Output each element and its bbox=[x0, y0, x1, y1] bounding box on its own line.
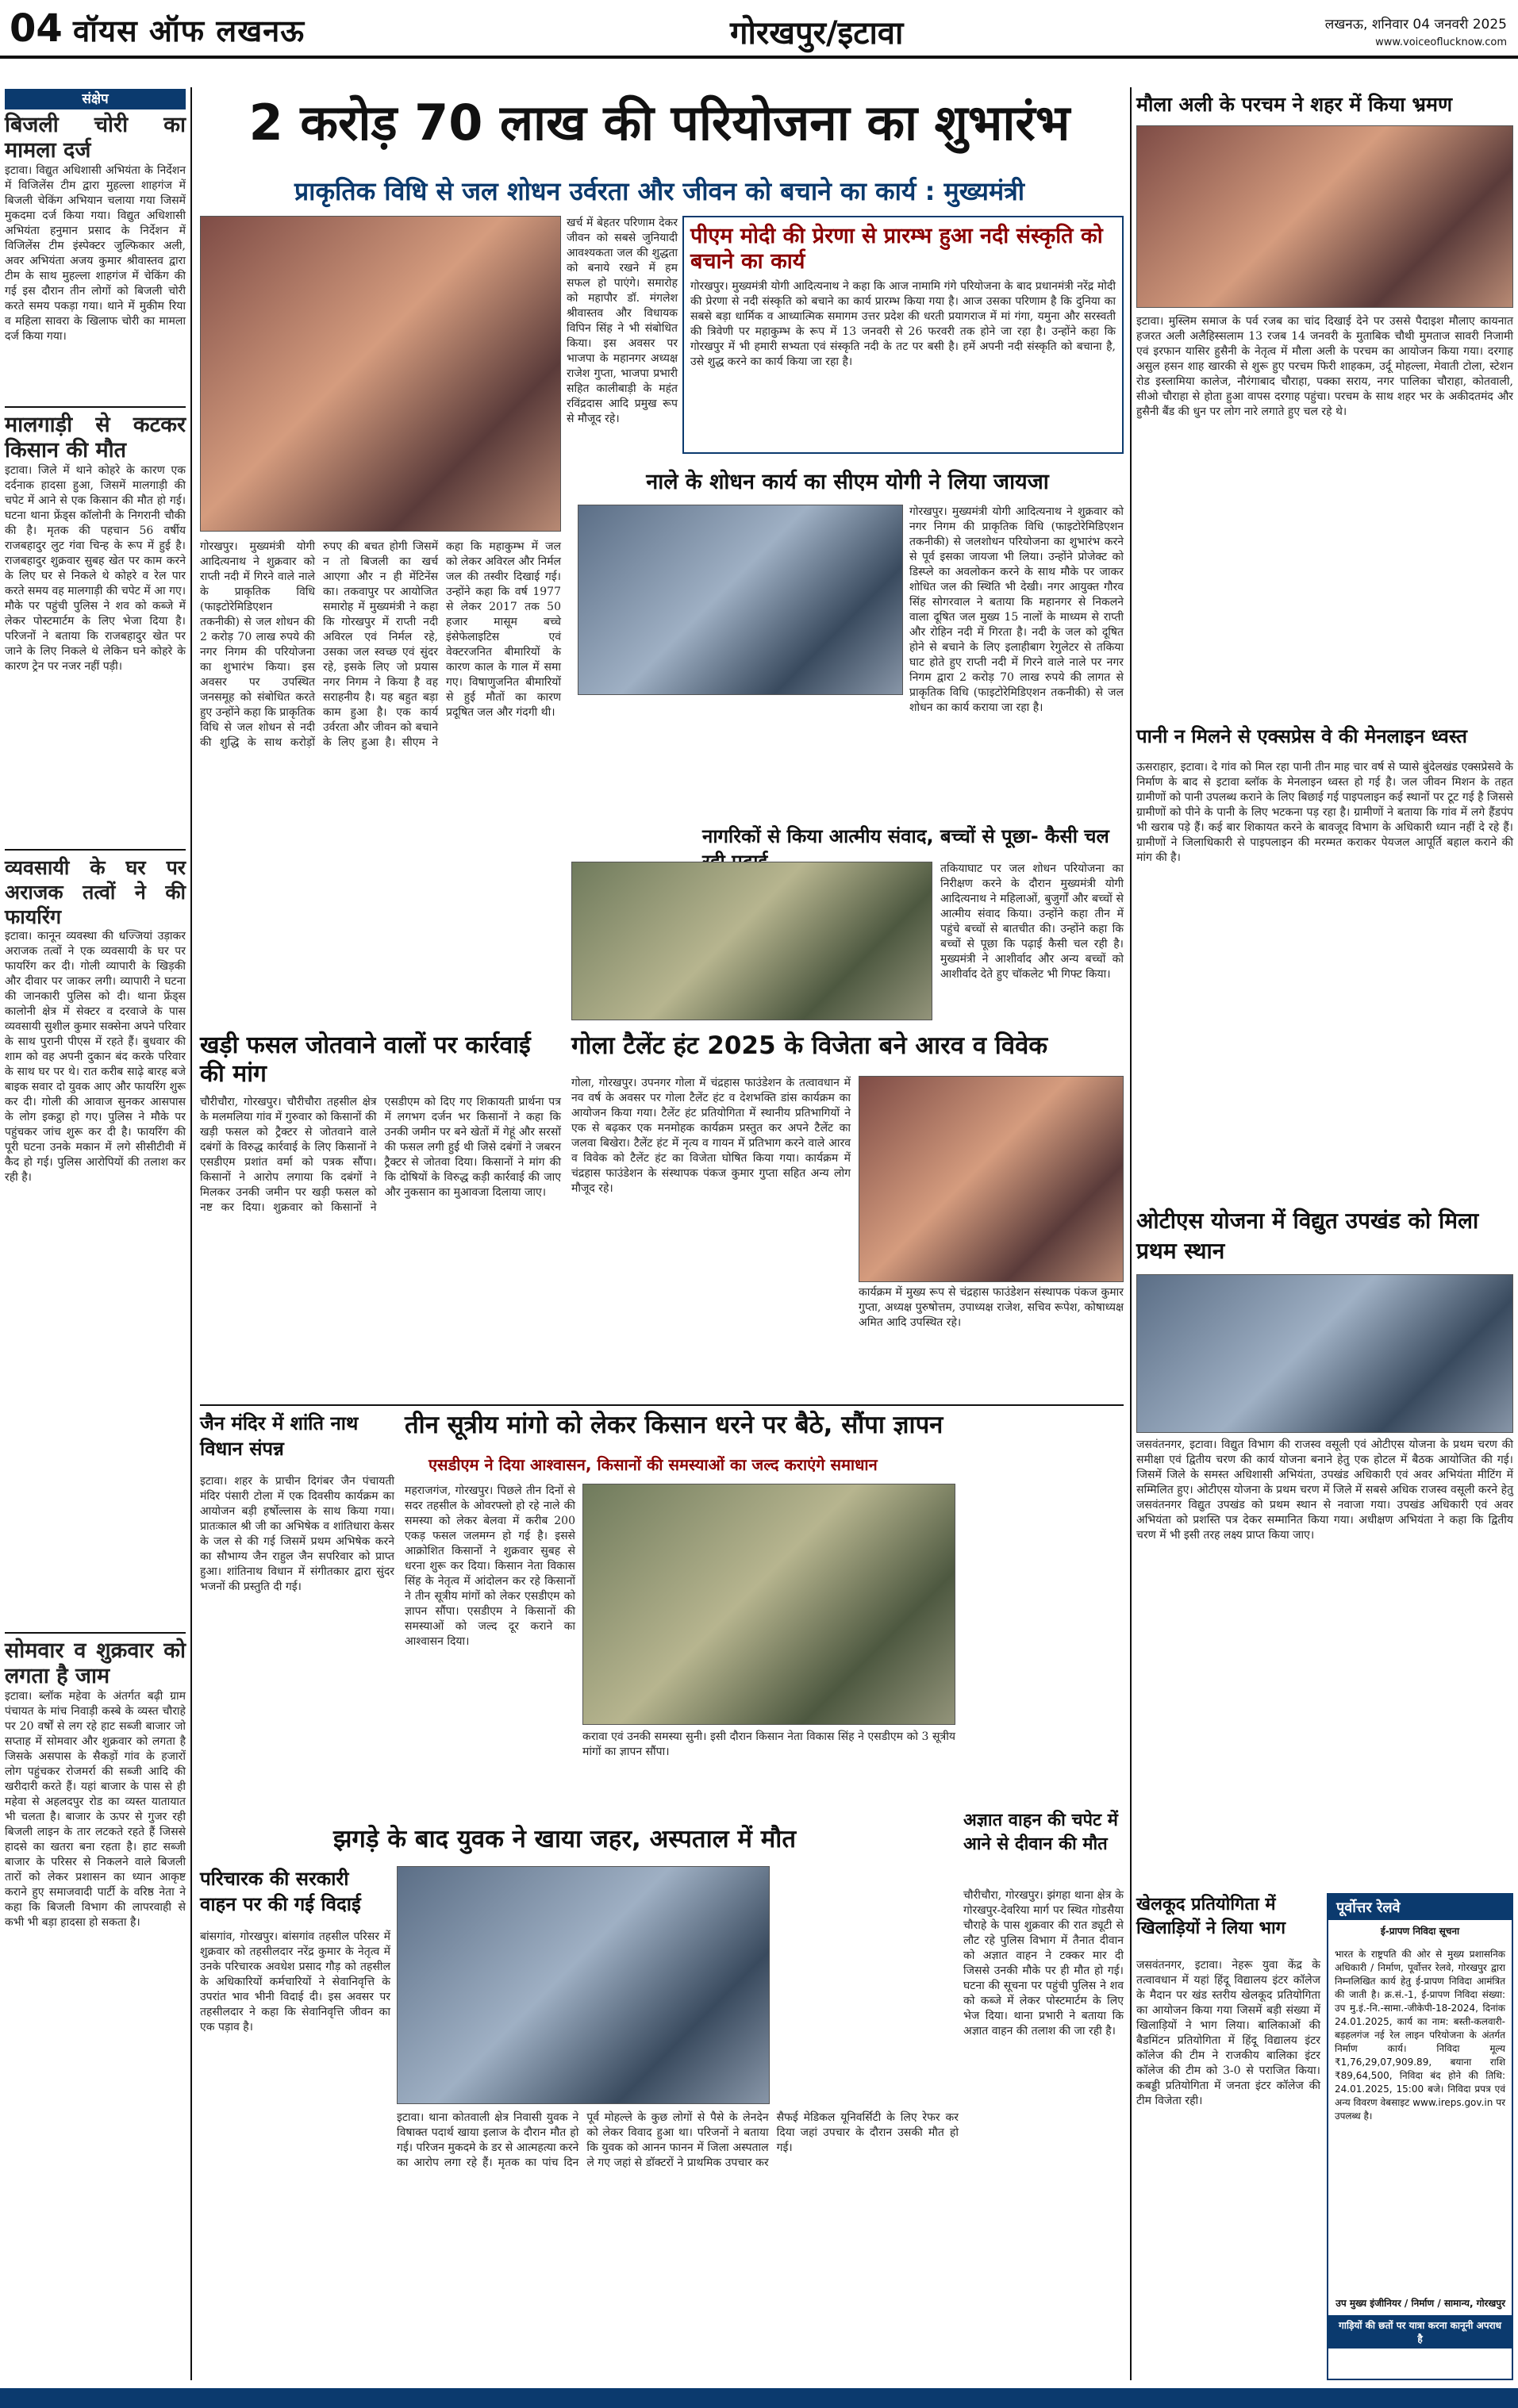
story-continued: खर्च में बेहतर परिणाम देकर जीवन को सबसे जुनियादी आवश्यकता जल की शुद्धता को बनाये रखने में हम सफल हो पाएंगे। समारोह को महापौर डॉ. मंगलेश श्रीवास्तव और विधायक विपिन सिंह ने भी संबोधित किया। इस अवसर पर भाजपा के महानगर अध्यक्ष राजेश गुप्ता, भाजपा प्रभारी सहित कालीबाड़ी के महंत रविंद्रदास आदि प्रमुख रूप से मौजूद रहे। bbox=[567, 217, 678, 425]
section-title: गोरखपुर/इटावा bbox=[730, 15, 904, 52]
modi-box bbox=[682, 216, 1124, 454]
khel-body: जसवंतनगर, इटावा। नेहरू युवा केंद्र के तत्वावधान में यहां हिंदू विद्यालय इंटर कॉलेज के मैदान पर खंड स्तरीय खेलकूद प्रतियोगिता का आयोजन किया गया जिसमें बड़ी संख्या में खिलाड़ियों ने भाग लिया। बालिकाओं की बैडमिंटन प्रतियोगिता में हिंदू विद्यालय इंटर कॉलेज की टीम ने राजकीय बालिका इंटर कॉलेज की टीम को 3-0 से पराजित किया। कबड्डी प्रतियोगिता में जनता इंटर कॉलेज की टीम विजेता रही। bbox=[1136, 1959, 1320, 2107]
left-column bbox=[5, 113, 186, 2378]
jhagde-title: झगड़े के बाद युवक ने खाया जहर, अस्पताल में मौत bbox=[333, 1825, 796, 1853]
maula-body: इटावा। मुस्लिम समाज के पर्व रजब का चांद दिखाई देने पर उससे पैदाइश मौलाए कायनात हजरत अली अलैहिस्सलाम 13 रजब 14 जनवरी के मुताबिक चौथी मुमताज सावरी निजामी एवं इरफान यासिर हुसैनी के नेतृत्व में मौला अली के परचम का आयोजन किया गया। दरगाह असुल हसन शाह खारकी से शुरू हुए परचम फिरी शाहकम, उर्दू मोहल्ला, मेवाती टोला, स्टेशन रोड इस्लामिया कालेज, नौरंगाबाद चौराहा, पक्का सराय, नगर पालिका चौराहा, कोतवाली, सीओ चौराहा से होता हुआ वापस दरगाह पहुंचा। परचम के साथ शहर भर के अकीदतमंद और हुसैनी बैंड की धुन पर लोग नारे लगाते हुए चल रहे थे। bbox=[1136, 315, 1513, 418]
newspaper-name: वॉयस ऑफ लखनऊ bbox=[73, 13, 306, 48]
maula-title: मौला अली के परचम ने शहर में किया भ्रमण bbox=[1136, 93, 1453, 116]
kisan-subtitle: एसडीएम ने दिया आश्वासन, किसानों की समस्याओं का जल्द कराएंगे समाधान bbox=[428, 1455, 878, 1474]
divider bbox=[5, 406, 186, 408]
ots-title: ओटीएस योजना में विद्युत उपखंड को मिला प्रथम स्थान bbox=[1136, 1208, 1479, 1264]
jain-title: जैन मंदिर में शांति नाथ विधान संपन्न bbox=[200, 1412, 359, 1460]
ad-body: भारत के राष्ट्रपति की ओर से मुख्य प्रशासनिक अधिकारी / निर्माण, पूर्वोत्तर रेलवे, गोरखपुर द्वारा निम्नलिखित कार्य हेतु ई-प्रापण निविदा आमंत्रित की जाती है। क्र.सं.-1, ई-प्रापण निविदा संख्या: उप मु.इं.-नि.-सामा.-जीकेपी-18-2024, दिनांक 24.01.2025, कार्य का नाम: बस्ती-कलवारी-बड़हलगंज नई रेल लाइन परियोजना के अंतर्गत निर्माण कार्य। निविदा मूल्य ₹1,76,29,07,909.89, बयाना राशि ₹89,64,500, निविदा बंद होने की तिथि: 24.01.2025, 15:00 बजे। निविदा प्रपत्र एवं अन्य विवरण वेबसाइट www.ireps.gov.in पर उपलब्ध है। bbox=[1335, 1949, 1505, 2122]
gola-title: गोला टैलेंट हंट 2025 के विजेता बने आरव व विवेक bbox=[571, 1031, 1048, 1060]
maula-photo bbox=[1136, 125, 1513, 308]
modi-box-body: गोरखपुर। मुख्यमंत्री योगी आदित्यनाथ ने कहा कि आज नामामि गंगे परियोजना के बाद प्रधानमंत्री नरेंद्र मोदी की प्रेरणा से नदी संस्कृति को बचाने का कार्य प्रारम्भ किया गया है। आज उसका परिणाम है कि दुनिया का सबसे बड़ा धार्मिक व आध्यात्मिक समागम उत्तर प्रदेश की धरती प्रयागराज में मां गंगा, यमुना और सरस्वती की त्रिवेणी पर महाकुम्भ के रूप में 13 जनवरी से 26 फरवरी तक होने जा रहा है। उन्होंने कहा कि गोरखपुर में भी हमारी सभ्यता एवं संस्कृति नदी के तट पर बसी है। हमें अपनी नदी संस्कृति को बचाना है, उसे शुद्ध करने का कार्य किया जा रहा है। bbox=[690, 280, 1116, 368]
jain-body: इटावा। शहर के प्राचीन दिगंबर जैन पंचायती मंदिर पंसारी टोला में एक दिवसीय कार्यक्रम का आयोजन बड़ी हर्षोल्लास के साथ किया गया। प्रातःकाल श्री जी का अभिषेक व शांतिधारा केसर के जल से की गई जिसमें प्रथम अभिषेक करने का सौभाग्य जैन राहुल जैन सपरिवार को प्राप्त हुआ। शांतिनाथ विधान में संगीतकार द्वारा सुंदर भजनों की प्रस्तुति दी गई। bbox=[200, 1475, 394, 1593]
ad-org: पूर्वोत्तर रेलवे bbox=[1328, 1895, 1512, 1920]
pani-body: ऊसराहार, इटावा। दे गांव को मिल रहा पानी तीन माह चार वर्ष से प्यासे बुंदेलखंड एक्सप्रेसवे के निर्माण के बाद से इटावा ब्लॉक के मेनलाइन ध्वस्त हो गई है। जल जीवन मिशन के तहत ग्रामीणों को पानी उपलब्ध कराने के लिए बिछाई गई पाइपलाइन कई स्थानों पर टूट गई है जिससे ग्रामीणों को पीने के पानी के लिए भटकना पड़ रहा है। ग्रामीणों ने बताया कि गांव में लगे हैंडपंप भी खराब पड़े हैं। कई बार शिकायत करने के बावजूद विभाग के अधिकारी ध्यान नहीं दे रहे हैं। ग्रामीणों ने जिलाधिकारी से पाइपलाइन की मरम्मत कराकर पेयजल आपूर्ति बहाल कराने की मांग की है। bbox=[1136, 761, 1513, 864]
jhagde-photo bbox=[397, 1866, 770, 2104]
headline-malgadi: मालगाड़ी से कटकर किसान की मौत bbox=[5, 413, 186, 463]
ad-footer: गाड़ियों की छतों पर यात्रा करना कानूनी अपराध है bbox=[1328, 2315, 1512, 2348]
main-headline: 2 करोड़ 70 लाख की परियोजना का शुभारंभ bbox=[248, 94, 1070, 152]
page-footer-bar bbox=[0, 2388, 1518, 2408]
cm-inspection-body: गोरखपुर। मुख्यमंत्री योगी आदित्यनाथ ने शुक्रवार को नगर निगम की प्राकृतिक विधि (फाइटोरेमिडिएशन तकनीकी) से जलशोधन परियोजना का शुभारंभ करने से पूर्व इसका जायजा भी लिया। उन्होंने प्रोजेक्ट को डिस्प्ले का अवलोकन करने के साथ मौके पर जाकर शोधित जल की स्थिति भी देखी। नगर आयुक्त गौरव सिंह सोगरवाल ने बताया कि महानगर से निकलने वाला दूषित जल मुख्य 15 नालों के माध्यम से राप्ती और रोहिन नदी में गिरता है। नदी के जल को दूषित होने से बचाने के लिए इलाहीबाग रेगुलेटर से तकिया घाट होते हुए राप्ती नदी में गिरने वाले नाले पर नगर निगम द्वारा 2 करोड़ 70 लाख रुपये की लागत से प्राकृतिक विधि (फाइटोरेमिडिएशन तकनीकी) से जल शोधन का कार्य कराया जा रहा है। bbox=[909, 505, 1124, 714]
body-malgadi: इटावा। जिले में थाने कोहरे के कारण एक दर्दनाक हादसा हुआ, जिसमें मालगाड़ी की चपेट में आने से एक किसान की मौत हो गई। घटना थाना फ्रेंड्स कॉलोनी के निगरानी चौकी की है। मृतक की पहचान 56 वर्षीय राजबहादुर लुट गंवा चिन्ह के रूप में हुई है। राजबहादुर शुक्रवार सुबह खेत पर काम करने के लिए घर से निकले थे कोहरे व रेल पार करते समय वह मालगाड़ी की चपेट में आ गए। मौके पर पहुंची पुलिस ने शव को कब्जे में लेकर पोस्टमार्टम के लिए भेजा दिया है। परिजनों ने बताया कि राजबहादुर खेत पर जाने के लिए निकले थे लेकिन घने कोहरे के कारण ट्रेन पर नजर नहीं पड़ी। bbox=[5, 464, 186, 673]
column-rule bbox=[190, 87, 192, 2380]
naagrik-title: नागरिकों से किया आत्मीय संवाद, बच्चों से पूछा- कैसी चल bbox=[702, 825, 1109, 847]
main-subheadline: प्राकृतिक विधि से जल शोधन उर्वरता और जीवन को बचाने का कार्य : मुख्यमंत्री bbox=[294, 176, 1025, 206]
page-number: 04 bbox=[10, 6, 63, 51]
body-firing: इटावा। कानून व्यवस्था की धज्जियां उड़ाकर अराजक तत्वों ने एक व्यवसायी के घर पर फायरिंग कर दी। गोली व्यापारी के खिड़की और दीवार पर जाकर लगी। व्यापारी ने घटना की जानकारी पुलिस को दी। थाना फ्रेंड्स कालोनी क्षेत्र में सेक्टर व दरवाजे के पास व्यवसायी सुशील कुमार सक्सेना अपने परिवार के साथ पुरानी पीएस में रहते हैं। बुधवार की शाम को वह अपनी दुकान बंद करके परिवार के साथ घर पर थे। रात करीब साढ़े बारह बजे बाइक सवार दो युवक आए और फायरिंग शुरू कर दी। गोली की आवाज सुनकर आसपास के लोग इकट्ठा हो गए। पुलिस ने मौके पर पहुंचकर जांच शुरू कर दी है। फायरिंग की पूरी घटना उनके मकान में लगे सीसीटीवी में कैद हो गई। पुलिस आरोपियों की तलाश कर रही है। bbox=[5, 930, 186, 1184]
railway-ad bbox=[1327, 1893, 1513, 2380]
children-photo bbox=[571, 862, 932, 1020]
headline-jam: सोमवार व शुक्रवार को लगता है जाम bbox=[5, 1638, 186, 1688]
ots-body: जसवंतनगर, इटावा। विद्युत विभाग की राजस्व वसूली एवं ओटीएस योजना के प्रथम चरण की समीक्षा एवं द्वितीय चरण की कार्य योजना बनाने हेतु एक होटल में बैठक आयोजित की गई। जिसमें जिले के समस्त अधिशासी अभियंता, उपखंड अधिकारी एवं अवर अभियंता मीटिंग में सम्मिलित हुए। ओटीएस योजना के प्रथम चरण में जिले में सबसे अधिक राजस्व वसूली करने हेतु जसवंतनगर विद्युत उपखंड को प्रथम स्थान से नवाजा गया। उपखंड अधिकारी एवं अवर अभियंता को प्रशस्ति पत्र देकर सम्मानित किया गया। अधीक्षण अभियंता ने कहा कि द्वितीय चरण में भी इसी तरह लक्ष्य प्राप्त किया जाए। bbox=[1136, 1438, 1513, 1542]
cm-inspection-title: नाले के शोधन कार्य का सीएम योगी ने लिया जायजा bbox=[646, 470, 1049, 494]
gola-body: गोला, गोरखपुर। उपनगर गोला में चंद्रहास फाउंडेशन के तत्वावधान में नव वर्ष के अवसर पर गोला टैलेंट हंट व देशभक्ति डांस कार्यक्रम का आयोजन किया गया। टैलेंट हंट प्रतियोगिता में स्थानीय प्रतिभागियों ने एक से बढ़कर एक मनमोहक कार्यक्रम प्रस्तुत कर अपने टैलेंट का जलवा बिखेरा। टैलेंट हंट में नृत्य व गायन में प्रतिभाग करने वाले आरव व विवेक को टैलेंट हंट का विजेता घोषित किया गया। कार्यक्रम में चंद्रहास फाउंडेशन के संस्थापक पंकज कुमार गुप्ता सहित अन्य लोग मौजूद रहे। bbox=[571, 1077, 851, 1195]
kisan-caption: करावा एवं उनकी समस्या सुनी। इसी दौरान किसान नेता विकास सिंह ने एसडीएम को 3 सूत्रीय मांगों का ज्ञापन सौंपा। bbox=[582, 1730, 955, 1758]
inspection-photo bbox=[578, 505, 903, 695]
pani-title: पानी न मिलने से एक्सप्रेस वे की मेनलाइन ध्वस्त bbox=[1136, 725, 1467, 747]
kisan-body: महराजगंज, गोरखपुर। पिछले तीन दिनों से सदर तहसील के ओवरफ्लो हो रहे नाले की समस्या को लेकर बेलवा में करीब 200 एकड़ फसल जलमग्न हो गई है। इससे आक्रोशित किसानों ने शुक्रवार सुबह से धरना शुरू कर दिया। किसान नेता विकास सिंह के नेतृत्व में आंदोलन कर रहे किसानों ने तीन सूत्रीय मांगों को लेकर एसडीएम को ज्ञापन सौंपा। एसडीएम ने किसानों की समस्याओं को जल्द दूर कराने का आश्वासन दिया। bbox=[405, 1484, 575, 1648]
divider bbox=[5, 849, 186, 851]
headline-bijli: बिजली चोरी का मामला दर्ज bbox=[5, 113, 186, 163]
masthead bbox=[0, 0, 1518, 59]
khadi-title: खड़ी फसल जोतवाने वालों पर कार्रवाई की मांग bbox=[200, 1031, 531, 1088]
khadi-body: चौरीचौरा, गोरखपुर। चौरीचौरा तहसील क्षेत्र के मलमलिया गांव में गुरुवार को किसानों की खड़ी फसल को ट्रैक्टर से जोतवाने वाले दबंगों के विरुद्ध कार्रवाई के लिए किसानों ने एसडीएम प्रशांत वर्मा को पत्रक सौंपा। किसानों ने आरोप लगाया कि दबंगों ने मिलकर उनकी जमीन पर खड़ी फसल को नष्ट कर दिया। शुक्रवार को किसानों ने एसडीएम को दिए गए शिकायती प्रार्थना पत्र में लगभग दर्जन भर किसानों ने कहा कि उनकी जमीन पर बने खेतों में गेहूं और सरसों की फसल लगी हुई थी जिसे दबंगों ने जबरन ट्रैक्टर से जोतवा दिया। किसानों ने मांग की कि दोषियों के विरुद्ध कड़ी कार्रवाई की जाए और नुकसान का मुआवजा दिलाया जाए। bbox=[200, 1096, 561, 1214]
divider bbox=[5, 1632, 186, 1634]
ots-photo bbox=[1136, 1274, 1513, 1433]
cm-photo bbox=[200, 216, 561, 532]
parichar-title: परिचारक की सरकारी वाहन पर की गई विदाई bbox=[200, 1868, 361, 1915]
divider bbox=[200, 1404, 1124, 1406]
headline-firing: व्यवसायी के घर पर अराजक तत्वों ने की फायरिंग bbox=[5, 856, 186, 928]
khel-title: खेलकूद प्रतियोगिता में खिलाड़ियों ने लिया भाग bbox=[1136, 1895, 1286, 1938]
story-parikalpana: गोरखपुर। मुख्यमंत्री योगी आदित्यनाथ ने शुक्रवार को राप्ती नदी में गिरने वाले नाले के प्राकृतिक विधि (फाइटोरेमिडिएशन तकनीकी) से जल शोधन की 2 करोड़ 70 लाख रुपये की नगर निगम की परियोजना का शुभारंभ किया। इस अवसर पर उपस्थित जनसमूह को संबोधित करते हुए उन्होंने कहा कि प्राकृतिक विधि से जल शोधन से नदी की शुद्धि के साथ करोड़ों रुपए की बचत होगी जिसमें न तो बिजली का खर्च आएगा और न ही मेंटिनेंस का। तकवापुर पर आयोजित समारोह में मुख्यमंत्री ने कहा कि गोरखपुर में राप्ती नदी अविरल एवं निर्मल रहे, उसका जल स्वच्छ एवं सुंदर रहे, इसके लिए जो प्रयास नगर निगम ने किया है वह सराहनीय है। यह बहुत बड़ा काम हुआ है। एक कार्य उर्वरता और जीवन को बचाने के लिए हुआ है। सीएम ने कहा कि महाकुम्भ में जल को लेकर अविरल और निर्मल जल की तस्वीर दिखाई गई। उन्होंने कहा कि वर्ष 1977 से लेकर 2017 तक 50 हजार मासूम बच्चे इंसेफेलाइटिस एवं वेक्टरजनित बीमारियों के कारण काल के गाल में समा गए। विषाणुजनित बीमारियों से हुई मौतों का कारण प्रदूषित जल और गंदगी थी। bbox=[200, 540, 561, 749]
ad-sign: उप मुख्य इंजीनियर / निर्माण / सामान्य, गोरखपुर bbox=[1335, 2298, 1505, 2309]
website: www.voiceoflucknow.com bbox=[1375, 36, 1507, 48]
modi-box-title: पीएम मोदी की प्रेरणा से प्रारम्भ हुआ नदी संस्कृति को बचाने का कार्य bbox=[690, 224, 1103, 274]
jhagde-body: इटावा। थाना कोतवाली क्षेत्र निवासी युवक ने विषाक्त पदार्थ खाया इलाज के दौरान मौत हो गई। परिजन मुकदमे के डर से आत्महत्या करने का आरोप लगा रहे हैं। मृतक का पांच दिन पूर्व मोहल्ले के कुछ लोगों से पैसे के लेनदेन को लेकर विवाद हुआ था। परिजनों ने बताया कि युवक को आनन फानन में जिला अस्पताल ले गए जहां से डॉक्टरों ने प्राथमिक उपचार कर सैफई मेडिकल यूनिवर्सिटी के लिए रेफर कर दिया जहां उपचार के दौरान उसकी मौत हो गई। bbox=[397, 2111, 959, 2169]
naagrik-body: तकियाघाट पर जल शोधन परियोजना का निरीक्षण करने के दौरान मुख्यमंत्री योगी आदित्यनाथ ने महिलाओं, बुजुर्गों और बच्चों से आत्मीय संवाद किया। उन्होंने कहा तीन में पहुंचे बच्चों से बातचीत की। उन्होंने कहा कि बच्चों से पूछा कि पढ़ाई कैसी चल रही है। मुख्यमंत्री ने आशीर्वाद और अन्य बच्चों को आशीर्वाद देते हुए चॉकलेट भी गिफ्ट किया। bbox=[940, 862, 1124, 981]
dateline: लखनऊ, शनिवार 04 जनवरी 2025 bbox=[1324, 17, 1507, 33]
ajnat-title: अज्ञात वाहन की चपेट में आने से दीवान की मौत bbox=[963, 1811, 1118, 1854]
ad-title: ई-प्रापण निविदा सूचना bbox=[1380, 1926, 1460, 1937]
parichar-body: बांसगांव, गोरखपुर। बांसगांव तहसील परिसर में शुक्रवार को तहसीलदार नरेंद्र कुमार के नेतृत्व में उनके परिचारक अवधेश प्रसाद गौड़ को तहसील के अधिकारियों कर्मचारियों ने सेवानिवृत्ति के उपरांत भाव भीनी विदाई दी। इस अवसर पर तहसीलदार ने कहा कि सेवानिवृत्ति जीवन का एक पड़ाव है। bbox=[200, 1930, 390, 2034]
sankshep-label: संक्षेप bbox=[5, 89, 186, 109]
column-rule bbox=[1130, 87, 1132, 2380]
body-jam: इटावा। ब्लॉक महेवा के अंतर्गत बढ़ी ग्राम पंचायत के मांच निवाड़ी कस्बे के व्यस्त चौराहे पर 20 वर्षों से लग रहे हाट सब्जी बाजार जो सप्ताह में सोमवार और शुक्रवार को लगता है जिसके असपास के सैकड़ों गांव के हजारों लोग पहुंचकर रोजमर्रा की सब्जी आदि की खरीदारी करते हैं। यहां बाजार के पास से ही महेवा से अहलदपुर रोड का व्यस्त यातायात भी चलता है। बाजार के ऊपर से गुजर रही बिजली लाइन के तार लटकते रहते हैं जिससे हादसे का खतरा बना रहता है। हाट सब्जी बाजार के परिसर से निकलने वाले बिजली तारों को लेकर प्रशासन का ध्यान आकृष्ट कराने हुए समाजवादी पार्टी के वरिष्ठ नेता ने कहा कि बिजली विभाग की लापरवाही से कभी भी बड़ा हादसा हो सकता है। bbox=[5, 1690, 186, 1929]
kisan-title: तीन सूत्रीय मांगो को लेकर किसान धरने पर बैठे, सौंपा ज्ञापन bbox=[405, 1411, 943, 1439]
kisan-photo bbox=[582, 1484, 955, 1725]
ajnat-body: चौरीचौरा, गोरखपुर। झंगहा थाना क्षेत्र के गोरखपुर-देवरिया मार्ग पर स्थित गोडसैया चौराहे के पास शुक्रवार की रात ड्यूटी से लौट रहे पुलिस विभाग में तैनात दीवान को अज्ञात वाहन ने टक्कर मार दी जिससे उनकी मौके पर ही मौत हो गई। घटना की सूचना पर पहुंची पुलिस ने शव को कब्जे में लेकर पोस्टमार्टम के लिए भेज दिया। थाना प्रभारी ने बताया कि अज्ञात वाहन की तलाश की जा रही है। bbox=[963, 1889, 1124, 2037]
gola-caption: कार्यक्रम में मुख्य रूप से चंद्रहास फाउंडेशन संस्थापक पंकज कुमार गुप्ता, अध्यक्ष पुरुषोत्तम, उपाध्यक्ष राजेश, सचिव रूपेश, कोषाध्यक्ष अमित आदि उपस्थित रहे। bbox=[859, 1286, 1124, 1329]
gola-photo bbox=[859, 1076, 1124, 1282]
body-bijli: इटावा। विद्युत अधिशासी अभियंता के निर्देशन में विजिलेंस टीम द्वारा मुहल्ला शाहगंज में बिजली चेकिंग अभियान चलाया गया जिसमें मुकदमा दर्ज किया गया। विद्युत अधिशासी अभियंता हनुमान प्रसाद के निर्देशन में विजिलेंस टीम इंस्पेक्टर जुल्फिकार अली, अवर अभियंता अजय कुमार श्रीवास्तव द्वारा टीम के साथ मुहल्ला शाहगंज में चेकिंग की गई इस दौरान तीन लोगों को बिजली चोरी करते समय पकड़ा गया। थाने में मुकीम रिया व महिला सावरा के खिलाफ चोरी का मामला दर्ज किया गया। bbox=[5, 164, 186, 343]
